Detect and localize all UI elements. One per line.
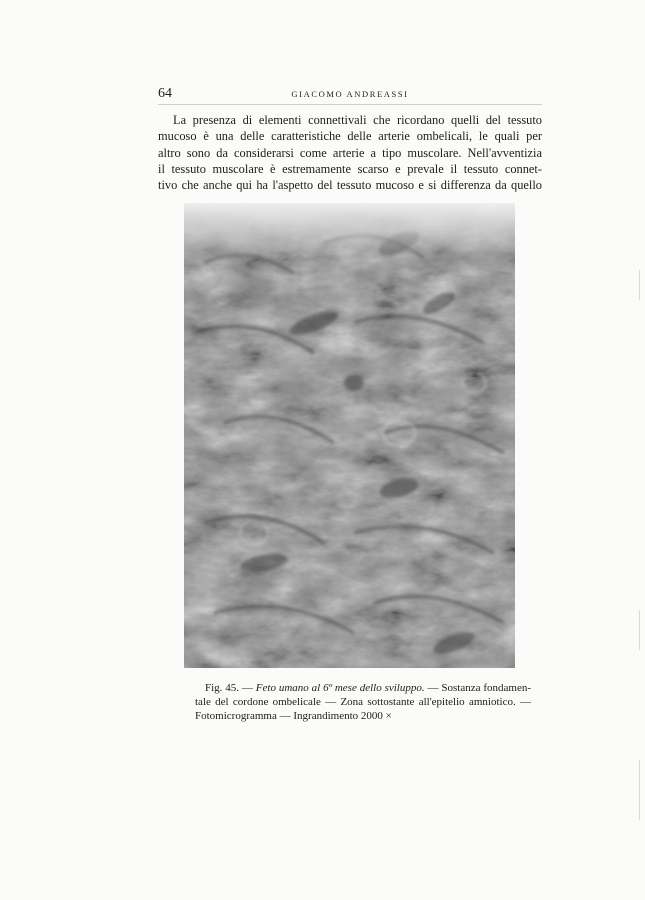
caption-line: Fotomicrogramma — Ingrandimento 2000 × (195, 710, 392, 723)
figure-caption (195, 681, 531, 724)
body-line: mucoso è una delle caratteristiche delle arterie ombelicali, le quali per (158, 129, 542, 144)
figure-label: Fig. 45. — (205, 682, 256, 694)
margin-mark (639, 610, 640, 650)
body-paragraph (158, 112, 542, 193)
margin-mark (639, 760, 640, 820)
body-line: il tessuto muscolare è estremamente scarso e prevale il tessuto connet- (158, 161, 542, 176)
body-line: La presenza di elementi connettivali che ricordano quelli del tessuto (173, 113, 542, 127)
caption-line (195, 681, 531, 695)
page-header (158, 86, 542, 104)
caption-line: tale del cordone ombelicale — Zona sottostante all'epitelio amniotico. — (195, 696, 531, 709)
body-line: altro sono da considerarsi come arterie a tipo muscolare. Nell'avventizia (158, 145, 542, 160)
header-rule (158, 104, 542, 105)
body-line: tivo che anche qui ha l'aspetto del tessuto mucoso e si differenza da quello (158, 178, 542, 193)
figure-title: Feto umano al 6º mese dello sviluppo. (255, 682, 425, 694)
page-number: 64 (158, 86, 172, 101)
margin-mark (639, 270, 640, 300)
micrograph-figure (184, 203, 515, 668)
micrograph-image (184, 203, 515, 668)
running-head: GIACOMO ANDREASSI (291, 89, 409, 99)
caption-text: — Sostanza fondamen- (424, 682, 531, 694)
